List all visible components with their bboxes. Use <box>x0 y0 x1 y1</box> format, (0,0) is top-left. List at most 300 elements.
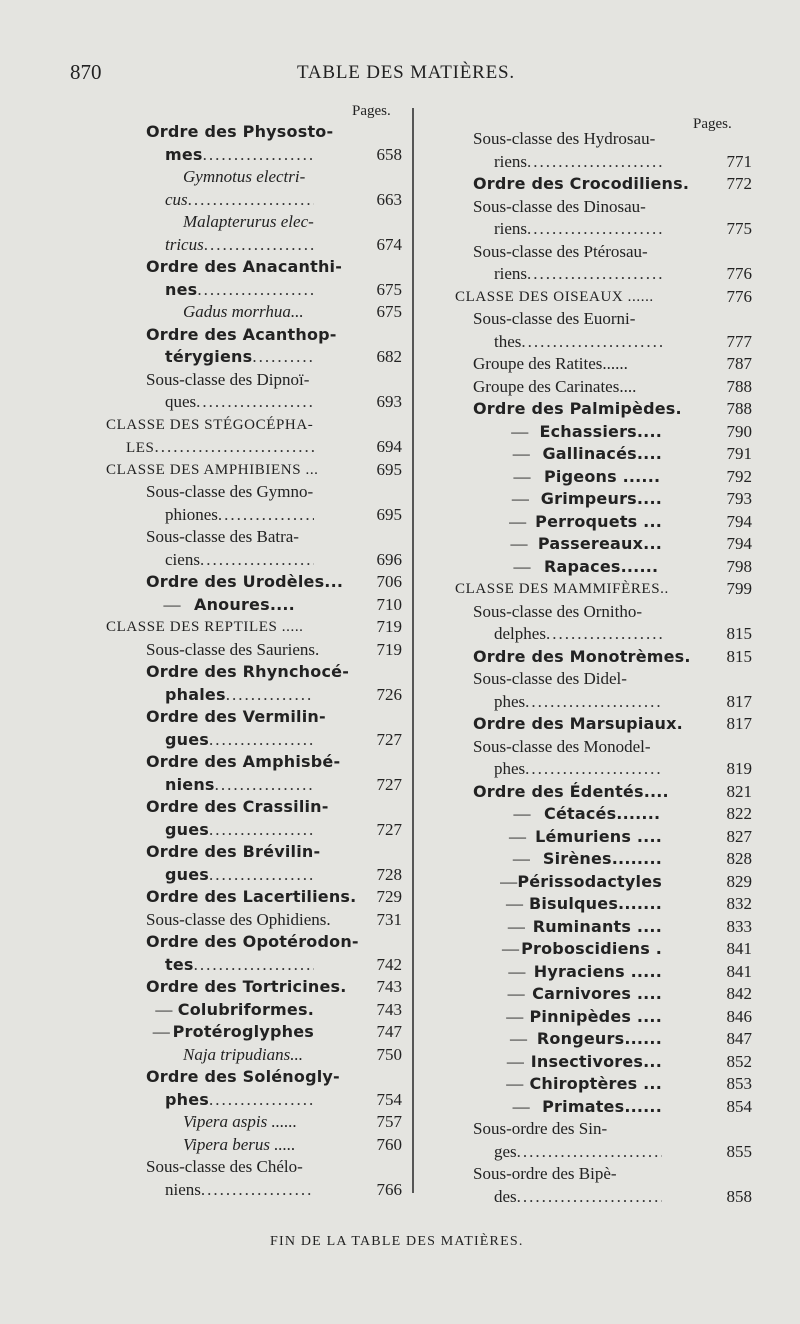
ditto-dash: — <box>512 849 530 868</box>
page-ref: 846 <box>726 1006 752 1026</box>
toc-entry-left-0-l2 <box>165 144 314 166</box>
page-ref: 827 <box>726 826 752 846</box>
toc-entry-right-33-l1 <box>500 1028 662 1050</box>
page-ref: 829 <box>726 871 752 891</box>
page-ref: 858 <box>726 1186 752 1206</box>
entry-text: Ordre des Édentés.... <box>473 781 669 801</box>
page-ref: 791 <box>726 444 752 463</box>
right-pages-label: Pages. <box>693 116 732 132</box>
leader-dots <box>209 864 314 886</box>
toc-entry-left-16-l1 <box>146 706 358 728</box>
entry-text: Protéroglyphes <box>172 1022 314 1041</box>
toc-entry-right-6-l1 <box>473 353 662 375</box>
entry-text: Lémuriens .... <box>535 826 662 846</box>
ditto-dash: — <box>510 534 528 553</box>
page-ref: 788 <box>726 376 752 396</box>
entry-text: CLASSE DES AMPHIBIENS ... <box>106 461 319 478</box>
entry-text: Sous-classe des Dinosau- <box>473 196 646 216</box>
page-ref: 754 <box>376 1089 402 1109</box>
entry-text: Périssodactyles <box>517 871 662 891</box>
leader-dots <box>209 1089 314 1111</box>
page-ref: 854 <box>726 1096 752 1116</box>
entry-text: phes <box>165 1089 210 1109</box>
ditto-dash: — <box>152 1022 170 1041</box>
toc-entry-right-28-l1 <box>500 916 662 938</box>
ditto-dash: — <box>512 444 530 463</box>
page-ref: 817 <box>726 714 752 733</box>
entry-text: Groupe des Carinates.... <box>473 376 637 396</box>
toc-entry-left-5-l1 <box>146 324 358 346</box>
page-ref: 719 <box>376 639 402 659</box>
toc-entry-right-16-l1 <box>455 578 669 600</box>
toc-entry-right-30-l1 <box>500 961 662 983</box>
entry-text: Cétacés....... <box>544 804 661 823</box>
entry-text: Insectivores... <box>530 1051 662 1071</box>
entry-text: Ordre des Acanthop- <box>146 324 337 344</box>
page-ref: 760 <box>376 1134 402 1154</box>
leader-dots <box>194 954 314 976</box>
toc-entry-right-0-l2 <box>494 151 662 173</box>
toc-entry-left-17-l2 <box>165 774 314 796</box>
entry-text: Sous-classe des Sauriens. <box>146 639 320 659</box>
entry-text: Rongeurs...... <box>536 1029 662 1048</box>
entry-text: Sous-classe des Ornitho- <box>473 601 643 621</box>
leader-dots <box>154 436 314 458</box>
page-ref: 757 <box>376 1112 402 1131</box>
entry-text: LES <box>126 440 155 456</box>
toc-entry-left-16-l2 <box>165 729 314 751</box>
page-ref: 695 <box>376 504 402 524</box>
entry-text: CLASSE DES STÉGOCÉPHA- <box>106 416 314 433</box>
ditto-dash: — <box>506 1051 524 1071</box>
toc-entry-right-25-l1 <box>500 848 662 870</box>
entry-text: Ordre des Monotrèmes. <box>473 646 691 666</box>
page-ref: 726 <box>376 684 402 704</box>
ditto-dash: — <box>502 939 520 958</box>
toc-entry-right-17-l1 <box>473 601 706 623</box>
entry-text: CLASSE DES REPTILES ..... <box>106 619 304 635</box>
toc-entry-right-38-l1 <box>473 1163 706 1185</box>
page-ref: 771 <box>726 151 752 171</box>
toc-entry-right-19-l1 <box>473 668 706 690</box>
toc-entry-right-7-l1 <box>473 376 662 398</box>
leader-dots <box>200 549 314 571</box>
toc-entry-right-1-l1 <box>473 173 690 195</box>
entry-text: riens <box>494 151 528 171</box>
page-ref: 821 <box>726 781 752 801</box>
toc-entry-left-15-l2 <box>165 684 314 706</box>
entry-text: Sous-classe des Hydrosau- <box>473 129 656 148</box>
entry-text: mes <box>165 144 203 164</box>
page-ref: 815 <box>726 646 752 666</box>
ditto-dash: — <box>507 916 525 936</box>
toc-entry-right-2-l2 <box>494 218 662 240</box>
entry-text: Primates...... <box>542 1096 662 1116</box>
page-ref: 775 <box>726 219 752 238</box>
ditto-dash: — <box>513 556 531 576</box>
entry-text: Ordre des Marsupiaux. <box>473 714 683 733</box>
ditto-dash: — <box>509 1029 527 1048</box>
entry-text: Bisulques....... <box>528 894 662 913</box>
toc-entry-left-11-l1 <box>146 571 344 593</box>
toc-entry-right-12-l1 <box>500 488 662 510</box>
entry-text: phales <box>165 684 226 704</box>
page-ref: 822 <box>726 804 752 823</box>
toc-entry-left-2-l1 <box>183 211 358 233</box>
toc-entry-left-3-l2 <box>165 279 314 301</box>
page-ref: 743 <box>376 977 402 996</box>
page-ref: 788 <box>726 399 752 418</box>
entry-text: Ordre des Physosto- <box>146 122 334 141</box>
entry-text: tricus <box>165 234 204 254</box>
entry-text: Ruminants .... <box>532 916 662 936</box>
toc-entry-right-24-l1 <box>500 826 662 848</box>
entry-text: Ordre des Rhynchocé- <box>146 662 350 681</box>
page-ref: 675 <box>376 302 402 321</box>
toc-entry-right-19-l2 <box>494 691 662 713</box>
entry-text: Ordre des Tortricines. <box>146 977 347 996</box>
entry-text: Sous-ordre des Bipè- <box>473 1164 617 1183</box>
entry-text: Gallinacés.... <box>542 444 662 463</box>
ditto-dash: — <box>500 871 518 891</box>
page-ref: 663 <box>376 189 402 209</box>
toc-entry-right-4-l1 <box>455 286 662 308</box>
page-ref: 727 <box>376 774 402 794</box>
entry-text: gues <box>165 819 210 839</box>
entry-text: Pigeons ...... <box>544 466 661 486</box>
toc-entry-right-3-l2 <box>494 263 662 285</box>
toc-entry-left-30-l2 <box>165 1179 314 1201</box>
toc-entry-left-8-l1 <box>106 459 319 481</box>
entry-text: Ordre des Anacanthi- <box>146 257 343 276</box>
leader-dots <box>517 1186 662 1208</box>
page-ref: 674 <box>376 234 402 254</box>
page-ref: 819 <box>726 759 752 778</box>
entry-text: ges <box>494 1141 517 1161</box>
toc-entry-right-29-l1 <box>500 938 662 960</box>
entry-text: Gymnotus electri- <box>183 167 306 186</box>
entry-text: Sous-classe des Batra- <box>146 527 299 546</box>
page-ref: 787 <box>726 354 752 373</box>
entry-text: Sous-classe des Monodel- <box>473 736 651 756</box>
toc-entry-right-17-l2 <box>494 623 662 645</box>
toc-entry-left-23-l1 <box>146 976 347 998</box>
leader-dots <box>527 151 662 173</box>
page-ref: 750 <box>376 1044 402 1064</box>
leader-dots <box>218 504 314 526</box>
page-ref: 799 <box>726 579 752 598</box>
ditto-dash: — <box>508 961 526 981</box>
entry-text: Ordre des Vermilin- <box>146 707 326 726</box>
entry-text: CLASSE DES OISEAUX ...... <box>455 288 654 305</box>
page-ref: 852 <box>726 1051 752 1071</box>
page-ref: 719 <box>376 617 402 636</box>
toc-entry-right-2-l1 <box>473 196 706 218</box>
page-ref: 728 <box>376 864 402 884</box>
toc-entry-right-8-l1 <box>473 398 682 420</box>
entry-text: Echassiers.... <box>539 421 662 441</box>
toc-entry-right-38-l2 <box>494 1186 662 1208</box>
toc-entry-right-31-l1 <box>500 983 662 1005</box>
page-ref: 842 <box>726 984 752 1003</box>
left-pages-label: Pages. <box>352 103 391 119</box>
entry-text: térygiens <box>165 347 253 366</box>
toc-entry-left-7-l1 <box>106 414 358 436</box>
toc-entry-right-20-l1 <box>473 713 683 735</box>
entry-text: Sous-classe des Dipnoï- <box>146 369 310 389</box>
page-ref: 776 <box>726 264 752 283</box>
toc-entry-right-26-l1 <box>500 871 662 893</box>
toc-entry-right-15-l1 <box>500 556 662 578</box>
page-ref: 777 <box>726 331 752 351</box>
entry-text: Proboscidiens . <box>521 939 662 958</box>
page-ref: 798 <box>726 556 752 576</box>
toc-entry-left-6-l1 <box>146 369 358 391</box>
entry-text: Sous-ordre des Sin- <box>473 1119 608 1138</box>
toc-entry-left-10-l2 <box>165 549 314 571</box>
entry-text: cus <box>165 189 188 209</box>
ditto-dash: — <box>513 804 531 823</box>
toc-entry-left-14-l1 <box>146 639 320 661</box>
ditto-dash: — <box>506 1006 524 1026</box>
toc-entry-left-19-l2 <box>165 864 314 886</box>
entry-text: Vipera aspis ...... <box>183 1112 297 1131</box>
ditto-dash: — <box>507 984 525 1003</box>
entry-text: gues <box>165 729 210 749</box>
toc-entry-left-2-l2 <box>165 234 314 256</box>
entry-text: Sous-classe des Chélo- <box>146 1157 303 1176</box>
leader-dots <box>527 218 662 240</box>
toc-entry-right-32-l1 <box>500 1006 662 1028</box>
entry-text: Vipera berus ..... <box>183 1134 296 1154</box>
entry-text: Ordre des Urodèles... <box>146 572 344 591</box>
page-ref: 790 <box>726 421 752 441</box>
entry-text: Colubriformes. <box>177 999 314 1019</box>
leader-dots <box>197 279 314 301</box>
ditto-dash: — <box>505 894 523 913</box>
toc-entry-left-10-l1 <box>146 526 358 548</box>
entry-text: Ordre des Opotérodon- <box>146 932 359 951</box>
toc-entry-right-37-l2 <box>494 1141 662 1163</box>
page-ref: 766 <box>376 1179 402 1199</box>
page-ref: 682 <box>376 347 402 366</box>
page-ref: 847 <box>726 1029 752 1048</box>
toc-entry-left-22-l2 <box>165 954 314 976</box>
page-ref: 833 <box>726 916 752 936</box>
ditto-dash: — <box>509 826 527 846</box>
toc-entry-left-6-l2 <box>165 391 314 413</box>
toc-entry-right-10-l1 <box>500 443 662 465</box>
toc-entry-right-23-l1 <box>500 803 662 825</box>
toc-entry-left-1-l1 <box>183 166 358 188</box>
leader-dots <box>204 234 314 256</box>
page-ref: 793 <box>726 489 752 508</box>
toc-entry-left-24-l1 <box>150 999 314 1021</box>
ditto-dash: — <box>163 594 181 614</box>
ditto-dash: — <box>155 999 173 1019</box>
toc-entry-right-34-l1 <box>500 1051 662 1073</box>
toc-entry-left-17-l1 <box>146 751 358 773</box>
ditto-dash: — <box>513 466 531 486</box>
page-ref: 853 <box>726 1074 752 1093</box>
toc-entry-right-13-l1 <box>500 511 662 533</box>
page-ref: 841 <box>726 961 752 981</box>
entry-text: Naja tripudians... <box>183 1044 303 1064</box>
page-ref: 832 <box>726 894 752 913</box>
page-ref: 727 <box>376 729 402 749</box>
entry-text: riens <box>494 219 528 238</box>
entry-text: ciens <box>165 549 200 569</box>
leader-dots <box>517 1141 662 1163</box>
entry-text: CLASSE DES MAMMIFÈRES.. <box>455 581 669 597</box>
ditto-dash: — <box>509 511 527 531</box>
toc-entry-right-36-l1 <box>500 1096 662 1118</box>
page-ref: 828 <box>726 849 752 868</box>
toc-entry-left-19-l1 <box>146 841 358 863</box>
toc-entry-right-35-l1 <box>500 1073 662 1095</box>
end-of-table-footer: FIN DE LA TABLE DES MATIÈRES. <box>270 1234 524 1249</box>
leader-dots <box>527 263 662 285</box>
entry-text: Groupe des Ratites...... <box>473 354 628 373</box>
entry-text: Sous-classe des Euorni- <box>473 309 636 328</box>
toc-entry-left-15-l1 <box>146 661 358 683</box>
leader-dots <box>226 684 314 706</box>
entry-text: des <box>494 1186 517 1206</box>
entry-text: Sous-classe des Didel- <box>473 669 627 688</box>
entry-text: Hyraciens ..... <box>533 961 662 981</box>
toc-entry-right-18-l1 <box>473 646 691 668</box>
entry-text: tes <box>165 954 194 974</box>
entry-text: Rapaces...... <box>544 556 659 576</box>
toc-entry-left-25-l1 <box>150 1021 314 1043</box>
ditto-dash: — <box>512 1096 530 1116</box>
leader-dots <box>525 691 662 713</box>
page-ref: 792 <box>726 466 752 486</box>
entry-text: Ordre des Amphisbé- <box>146 752 341 771</box>
entry-text: gues <box>165 864 210 884</box>
entry-text: ques <box>165 392 197 411</box>
toc-entry-right-37-l1 <box>473 1118 706 1140</box>
toc-entry-right-21-l2 <box>494 758 662 780</box>
entry-text: Ordre des Brévilin- <box>146 842 321 861</box>
entry-text: Ordre des Crassilin- <box>146 797 329 816</box>
page-ref: 710 <box>376 594 402 614</box>
entry-text: Grimpeurs.... <box>540 489 662 508</box>
toc-entry-left-9-l2 <box>165 504 314 526</box>
entry-text: Ordre des Lacertiliens. <box>146 887 357 906</box>
entry-text: niens <box>165 1179 201 1199</box>
toc-entry-left-22-l1 <box>146 931 358 953</box>
toc-entry-right-5-l2 <box>494 331 662 353</box>
page-ref: 817 <box>726 691 752 711</box>
leader-dots <box>209 729 314 751</box>
leader-dots <box>203 144 314 166</box>
entry-text: Anoures.... <box>194 594 295 614</box>
entry-text: Carnivores .... <box>532 984 662 1003</box>
leader-dots <box>201 1179 314 1201</box>
entry-text: Ordre des Palmipèdes. <box>473 399 682 418</box>
page-ref: 706 <box>376 572 402 591</box>
page-ref: 841 <box>726 939 752 958</box>
page-ref: 675 <box>376 279 402 299</box>
toc-entry-left-12-l1 <box>150 594 314 616</box>
entry-text: Malapterurus elec- <box>183 212 314 231</box>
toc-entry-left-3-l1 <box>146 256 358 278</box>
toc-entry-left-27-l2 <box>165 1089 314 1111</box>
toc-entry-right-22-l1 <box>473 781 669 803</box>
page-ref: 742 <box>376 954 402 974</box>
leader-dots <box>546 623 662 645</box>
toc-entry-left-13-l1 <box>106 616 314 638</box>
entry-text: Sous-classe des Ophidiens. <box>146 909 331 929</box>
toc-entry-right-14-l1 <box>500 533 662 555</box>
entry-text: niens <box>165 774 215 794</box>
page-ref: 696 <box>376 549 402 569</box>
toc-entry-left-7-l2 <box>126 436 314 458</box>
entry-text: riens <box>494 264 528 283</box>
toc-entry-left-18-l1 <box>146 796 358 818</box>
column-divider <box>412 108 414 1193</box>
page-ref: 855 <box>726 1141 752 1161</box>
leader-dots <box>252 346 314 368</box>
entry-text: Sirènes........ <box>542 849 662 868</box>
page-ref: 731 <box>376 909 402 929</box>
page-title: TABLE DES MATIÈRES. <box>297 62 515 83</box>
toc-entry-left-27-l1 <box>146 1066 358 1088</box>
toc-entry-right-3-l1 <box>473 241 706 263</box>
page-ref: 776 <box>726 286 752 306</box>
page-ref: 693 <box>376 392 402 411</box>
entry-text: Sous-classe des Gymno- <box>146 482 314 501</box>
entry-text: nes <box>165 279 198 299</box>
entry-text: Sous-classe des Ptérosau- <box>473 241 648 261</box>
page-header <box>0 60 800 90</box>
toc-entry-right-0-l1 <box>473 128 706 150</box>
page-ref: 772 <box>726 174 752 193</box>
toc-entry-left-28-l1 <box>183 1111 314 1133</box>
leader-dots <box>188 189 314 211</box>
toc-entry-left-30-l1 <box>146 1156 358 1178</box>
entry-text: delphes <box>494 624 546 643</box>
entry-text: Passereaux... <box>537 534 662 553</box>
toc-entry-left-0-l1 <box>146 121 358 143</box>
ditto-dash: — <box>511 489 529 508</box>
toc-entry-right-5-l1 <box>473 308 706 330</box>
page-ref: 694 <box>376 437 402 456</box>
page-ref: 729 <box>376 887 402 906</box>
entry-text: phes <box>494 691 526 711</box>
leader-dots <box>521 331 662 353</box>
entry-text: Ordre des Solénogly- <box>146 1067 340 1086</box>
leader-dots <box>196 391 314 413</box>
page-ref: 727 <box>376 819 402 839</box>
page-ref: 743 <box>376 999 402 1019</box>
toc-entry-left-1-l2 <box>165 189 314 211</box>
toc-entry-left-29-l1 <box>183 1134 314 1156</box>
entry-text: thes <box>494 331 522 351</box>
toc-entry-left-5-l2 <box>165 346 314 368</box>
entry-text: phiones <box>165 504 218 524</box>
toc-entry-right-21-l1 <box>473 736 706 758</box>
page-ref: 794 <box>726 534 752 553</box>
entry-text: phes <box>494 759 526 778</box>
page-ref: 695 <box>376 459 402 479</box>
toc-entry-right-9-l1 <box>500 421 662 443</box>
page-number: 870 <box>70 60 102 84</box>
toc-entry-left-20-l1 <box>146 886 357 908</box>
ditto-dash: — <box>506 1074 524 1093</box>
toc-entry-right-11-l1 <box>500 466 662 488</box>
